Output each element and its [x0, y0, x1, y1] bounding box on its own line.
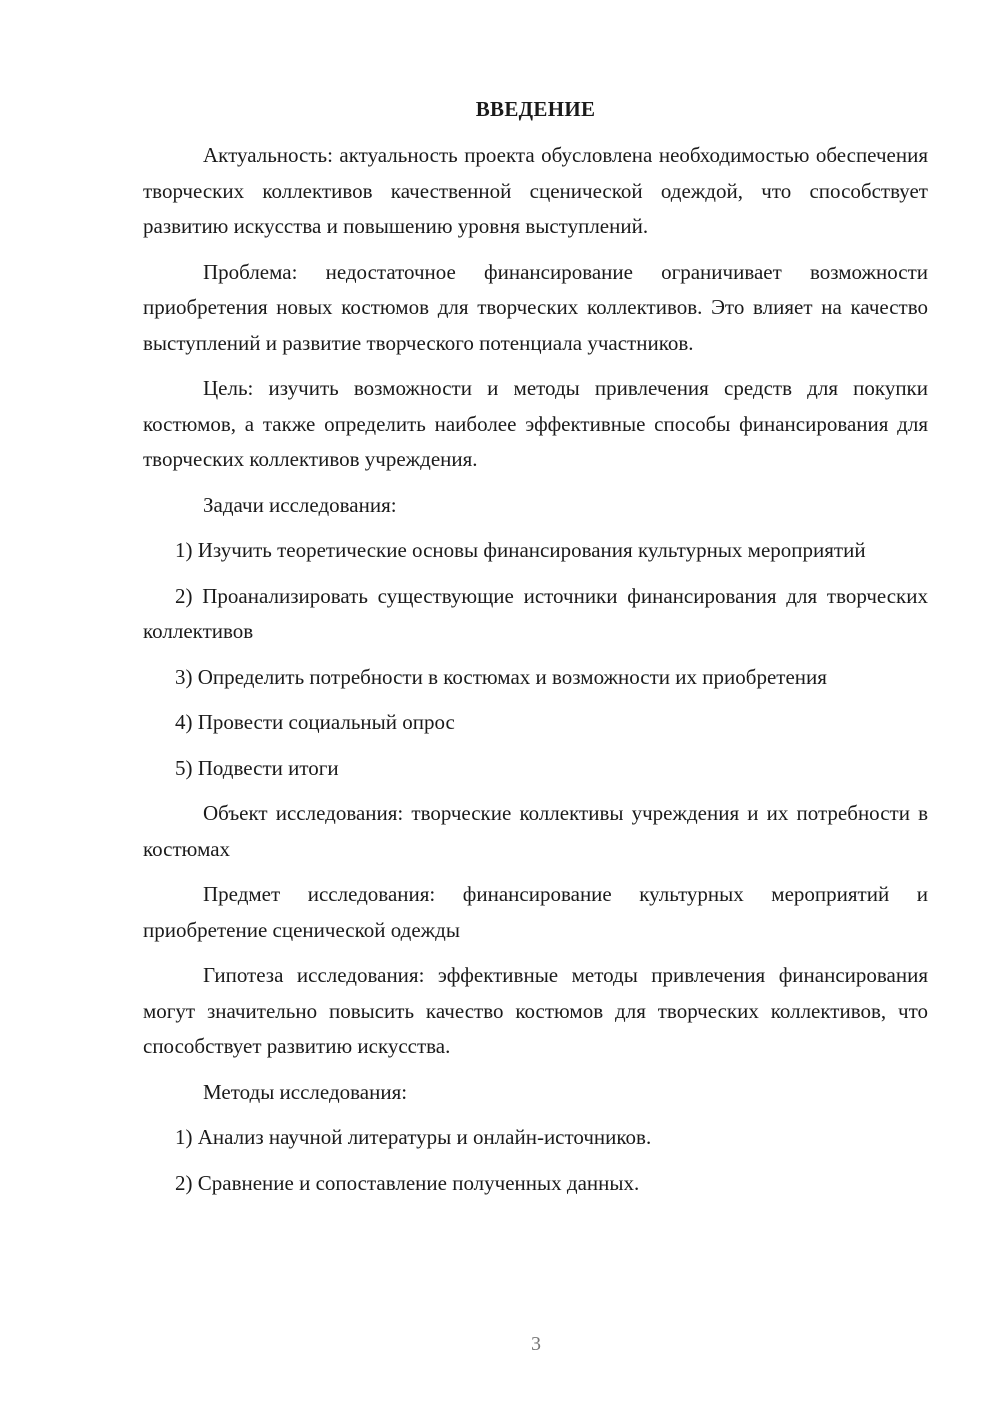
task-item-2: 2) Проанализировать существующие источники финансирования для творческих коллективов [143, 583, 928, 643]
task-item-4: 4) Провести социальный опрос [175, 710, 455, 734]
task-item-5: 5) Подвести итоги [175, 755, 339, 780]
methods-heading: Методы исследования: [203, 1079, 408, 1104]
subject-paragraph: Предмет исследования: финансирование культурных мероприятий и приобретение сценической одежды [143, 882, 928, 942]
page-body [143, 92, 928, 1211]
page-number: 3 [531, 1333, 541, 1355]
goal-paragraph: Цель: изучить возможности и методы привлечения средств для покупки костюмов, а также определить наиболее эффективные способы финансирования для творческих коллективов учреждения. [143, 376, 928, 471]
page-title: ВВЕДЕНИЕ [475, 97, 596, 121]
task-item-3: 3) Определить потребности в костюмах и возможности их приобретения [175, 664, 827, 689]
hypothesis-paragraph: Гипотеза исследования: эффективные методы привлечения финансирования могут значительно повысить качество костюмов для творческих коллективов, что способствует развитию искусства. [143, 963, 928, 1058]
task-item-1: 1) Изучить теоретические основы финансирования культурных мероприятий [175, 538, 866, 562]
relevance-paragraph: Актуальность: актуальность проекта обусловлена необходимостью обеспечения творческих коллективов качественной сценической одеждой, что способствует развитию искусства и повышению уровня выступлений. [143, 143, 928, 238]
method-item-1: 1) Анализ научной литературы и онлайн-источников. [175, 1125, 652, 1149]
problem-paragraph: Проблема: недостаточное финансирование ограничивает возможности приобретения новых костюмов для творческих коллективов. Это влияет на качество выступлений и развитие творческого потенциала участников. [143, 259, 928, 355]
tasks-heading: Задачи исследования: [203, 492, 397, 517]
object-paragraph: Объект исследования: творческие коллективы учреждения и их потребности в костюмах [143, 801, 928, 861]
method-item-2: 2) Сравнение и сопоставление полученных данных. [175, 1170, 640, 1195]
